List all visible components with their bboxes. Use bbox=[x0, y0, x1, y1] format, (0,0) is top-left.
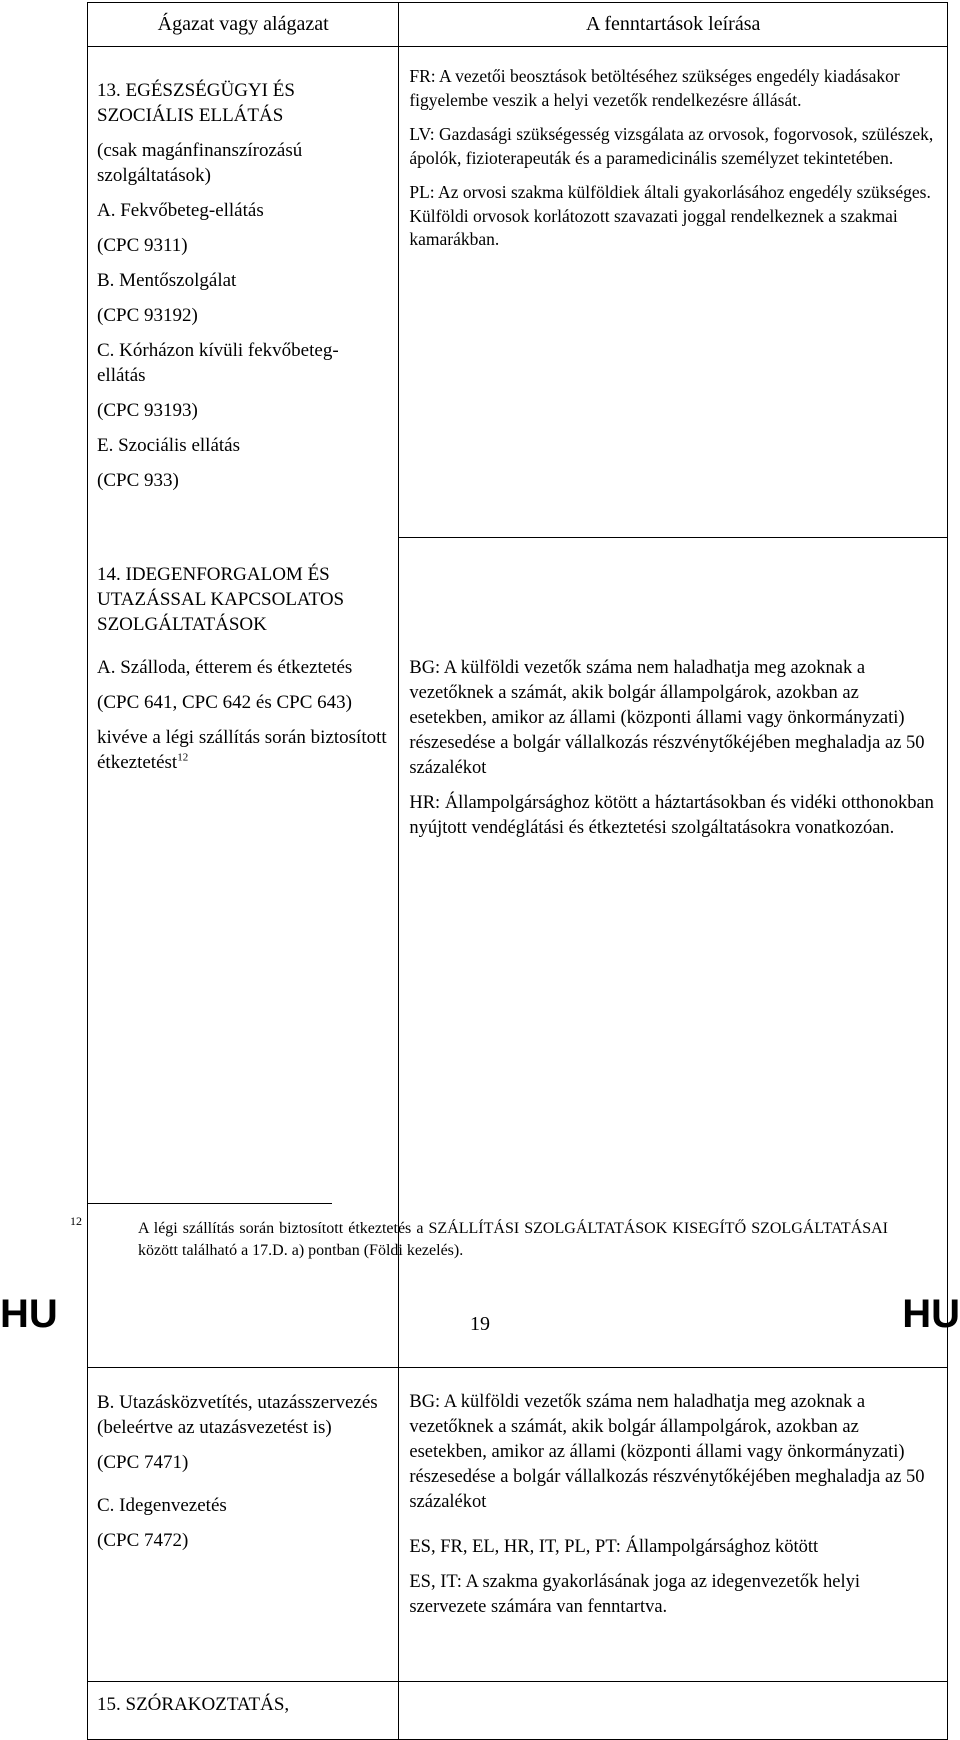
sector-text: A. Fekvőbeteg-ellátás bbox=[97, 200, 264, 221]
reservation-text: FR: A vezetői beosztások betöltéséhez szükséges engedély kiadásakor figyelembe veszik a helyi vezetők rendelkezésre állását. bbox=[409, 66, 900, 110]
sector-text-a: A. Szálloda, étterem és étkeztetés bbox=[97, 657, 353, 678]
reservation-text: LV: Gazdasági szükségesség vizsgálata az orvosok, fogorvosok, szülészek, ápolók, fizioterapeuták és a paramedicinális személyzet tekintetében. bbox=[409, 124, 934, 168]
sector-title: 14. IDEGENFORGALOM ÉS UTAZÁSSAL KAPCSOLATOS SZOLGÁLTATÁSOK bbox=[97, 564, 345, 635]
sector-cell bbox=[88, 47, 399, 538]
footnote-number: 12 bbox=[70, 1214, 82, 1228]
sector-text: (CPC 7472) bbox=[97, 1530, 189, 1551]
reservation-text: PL: Az orvosi szakma külföldiek általi gyakorlásához engedély szükséges. Külföldi orvosok korlátozott szavazati joggal rendelkeznek a szakmai kamarákban. bbox=[409, 182, 931, 249]
description-cell bbox=[399, 1368, 948, 1682]
language-code-right: HU bbox=[902, 1292, 960, 1336]
description-cell bbox=[399, 1682, 948, 1740]
sector-text: (CPC 9311) bbox=[97, 235, 188, 256]
sector-text: C. Idegenvezetés bbox=[97, 1495, 227, 1516]
table-row bbox=[88, 1368, 948, 1682]
table-row bbox=[88, 47, 948, 538]
sector-text: (CPC 93193) bbox=[97, 400, 198, 421]
reservation-text: BG: A külföldi vezetők száma nem haladhatja meg azoknak a vezetőknek a számát, akik bolgár állampolgárok, azokban az esetekben, amikor az állami (központi állami vagy önkormányzati) részesedése a bolgár vállalkozás részvénytőkéjében meghaladja az 50 százalékot bbox=[409, 1392, 925, 1512]
sector-text: (CPC 93192) bbox=[97, 305, 198, 326]
sector-text bbox=[97, 725, 388, 775]
header-sector: Ágazat vagy alágazat bbox=[88, 3, 399, 47]
sector-title: 15. SZÓRAKOZTATÁS, bbox=[97, 1694, 290, 1715]
sector-cell bbox=[88, 1682, 399, 1740]
footnote-ref: 12 bbox=[177, 751, 189, 764]
footnote-text: A légi szállítás során biztosított étkeztetés a SZÁLLÍTÁSI SZOLGÁLTATÁSOK KISEGÍTŐ SZOLGÁLTATÁSAI között található a 17.D. a) pontban (Földi kezelés). bbox=[138, 1220, 888, 1259]
sector-text: (csak magánfinanszírozású szolgáltatások) bbox=[97, 140, 303, 186]
sector-cell bbox=[88, 1368, 399, 1682]
sector-text-exception: kivéve a légi szállítás során biztosított étkeztetést bbox=[97, 727, 387, 773]
sector-text: E. Szociális ellátás bbox=[97, 435, 240, 456]
sector-text: B. Utazásközvetítés, utazásszervezés (beleértve az utazásvezetést is) bbox=[97, 1392, 378, 1438]
language-code-left: HU bbox=[0, 1292, 58, 1336]
sector-text: B. Mentőszolgálat bbox=[97, 270, 237, 291]
reservations-table bbox=[87, 2, 948, 1740]
sector-text: (CPC 641, CPC 642 és CPC 643) bbox=[97, 692, 352, 713]
reservation-text: HR: Állampolgársághoz kötött a háztartásokban és vidéki otthonokban nyújtott vendéglátási és étkeztetési szolgáltatásokra vonatkozóan. bbox=[409, 792, 934, 838]
reservation-text: ES, IT: A szakma gyakorlásának joga az idegenvezetők helyi szervezete számára van fenntartva. bbox=[409, 1572, 860, 1617]
sector-text: C. Kórházon kívüli fekvőbeteg-ellátás bbox=[97, 340, 339, 386]
description-cell bbox=[399, 47, 948, 538]
reservation-text: ES, FR, EL, HR, IT, PL, PT: Állampolgársághoz kötött bbox=[409, 1537, 819, 1557]
sector-text bbox=[97, 655, 388, 680]
sector-text: (CPC 7471) bbox=[97, 1452, 189, 1473]
sector-text: (CPC 933) bbox=[97, 470, 179, 491]
sector-title: 13. EGÉSZSÉGÜGYI ÉS SZOCIÁLIS ELLÁTÁS bbox=[97, 80, 295, 126]
header-description: A fenntartások leírása bbox=[399, 3, 948, 47]
table-row bbox=[88, 1682, 948, 1740]
footnote-divider bbox=[87, 1203, 332, 1204]
reservation-text: BG: A külföldi vezetők száma nem haladhatja meg azoknak a vezetőknek a számát, akik bolgár állampolgárok, azokban az esetekben, amikor az állami (központi állami vagy önkormányzati) részesedése a bolgár vállalkozás részvénytőkéjében meghaladja az 50 százalékot bbox=[409, 657, 925, 778]
page-number: 19 bbox=[470, 1313, 490, 1335]
